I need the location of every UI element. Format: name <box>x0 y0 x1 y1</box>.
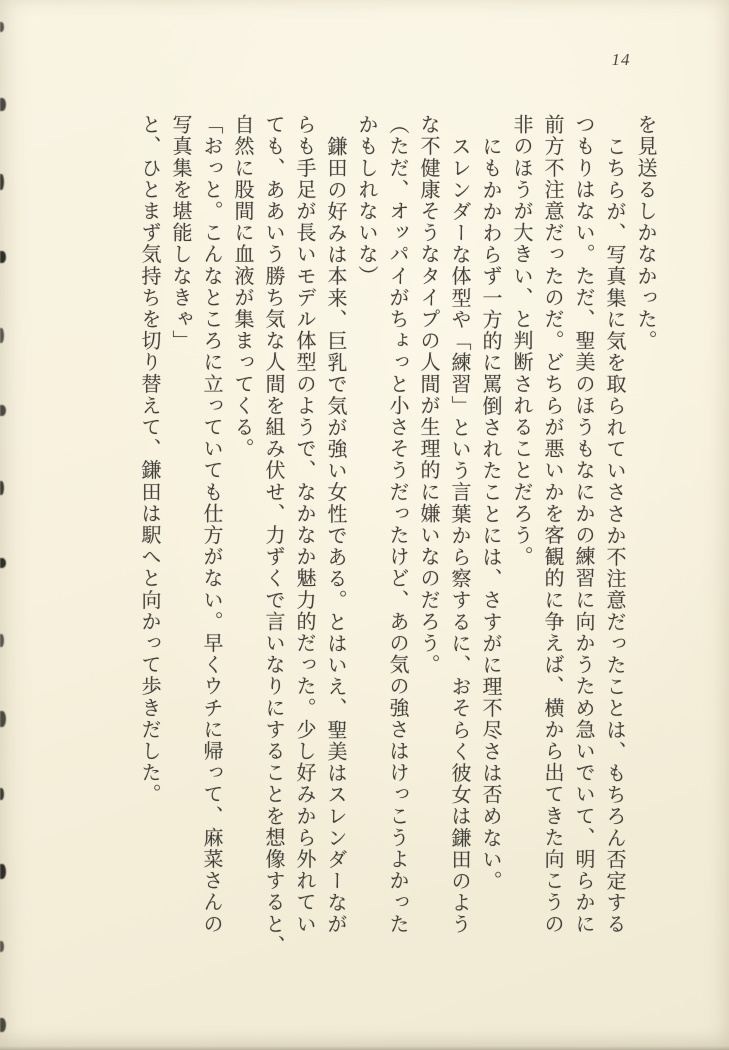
binding-mark-icon <box>0 174 4 190</box>
body-text <box>133 114 660 957</box>
binding-mark-icon <box>0 864 6 879</box>
text-line: 鎌田の好みは本来、巨乳で気が強い女性である。とはいえ、聖美はスレンダーなが <box>324 136 346 936</box>
text-line: 写真集を堪能しなきゃ」 <box>169 114 191 352</box>
binding-mark-icon <box>0 251 6 263</box>
binding-mark-icon <box>0 1018 6 1032</box>
binding-mark-icon <box>0 98 6 111</box>
text-line: 「おっと。こんなところに立っていても仕方がない。早くウチに帰って、麻菜さんの <box>200 114 222 935</box>
text-line: スレンダーな体型や「練習」という言葉から察するに、おそらく彼女は鎌田のよう <box>448 136 470 936</box>
binding-mark-icon <box>0 788 4 800</box>
text-line: こちらが、写真集に気を取られていささか不注意だったことは、もちろん否定する <box>603 136 625 936</box>
binding-mark-icon <box>0 941 4 952</box>
binding-mark-icon <box>0 22 4 32</box>
text-line: にもかかわらず一方的に罵倒されたことには、さすがに理不尽さは否めない。 <box>479 136 501 892</box>
binding-mark-icon <box>0 328 4 343</box>
text-line: （ただ、オッパイがちょっと小さそうだったけど、あの気の強さはけっこうよかった <box>386 114 408 935</box>
binding-mark-icon <box>0 405 6 416</box>
text-line: 非のほうが大きい、と判断されることだろう。 <box>510 114 532 568</box>
binding-mark-icon <box>0 634 4 647</box>
text-line: 自然に股間に血液が集まってくる。 <box>231 114 253 460</box>
spiral-binding-shadow <box>0 0 16 1050</box>
binding-mark-icon <box>0 481 4 495</box>
page-number: 14 <box>611 50 631 69</box>
text-line: らも手足が長いモデル体型のようで、なかなか魅力的だった。少し好みから外れてい <box>293 114 315 935</box>
binding-mark-icon <box>0 558 6 568</box>
text-line: ても、ああいう勝ち気な人間を組み伏せ、力ずくで言いなりにすることを想像すると、 <box>262 114 284 957</box>
text-line: 前方不注意だったのだ。どちらが悪いかを客観的に争えば、横から出てきた向こうの <box>541 114 563 935</box>
text-line: と、ひとまず気持ちを切り替えて、鎌田は駅へと向かって歩きだした。 <box>138 114 160 806</box>
text-line: な不健康そうなタイプの人間が生理的に嫌いなのだろう。 <box>417 114 439 676</box>
text-line: を見送るしかなかった。 <box>634 114 656 352</box>
binding-mark-icon <box>0 711 6 727</box>
text-line: かもしれないな） <box>355 114 377 287</box>
text-line: つもりはない。ただ、聖美のほうもなにかの練習に向かうため急いでいて、明らかに <box>572 114 594 935</box>
